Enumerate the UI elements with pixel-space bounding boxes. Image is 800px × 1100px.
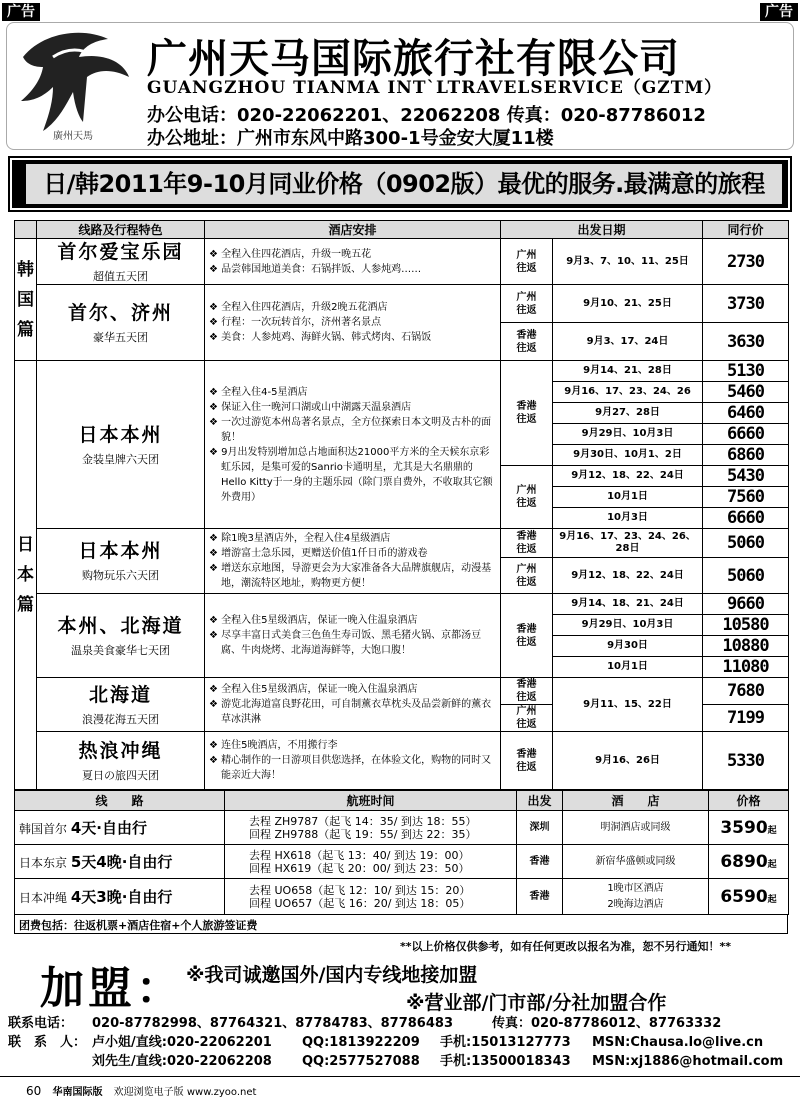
depart-dates: 9月10、21、25日 <box>553 285 703 323</box>
route-cell: 日本本州 金装皇牌六天团 <box>37 361 205 529</box>
price-cell: 7560 <box>703 487 789 508</box>
horse-logo-icon <box>13 27 133 145</box>
table-row <box>15 678 789 705</box>
price-cell: 5330 <box>703 732 789 790</box>
depart-dates: 9月29日、10月3日 <box>553 615 703 636</box>
depart-dates: 9月27、28日 <box>553 403 703 424</box>
ad-label-left: 广告 <box>2 3 40 21</box>
depart-dates: 9月30日、10月1、2日 <box>553 445 703 466</box>
price-cell: 11080 <box>703 657 789 678</box>
table-row <box>15 285 789 323</box>
flight-route: 日本冲绳 4天3晚·自由行 <box>15 879 225 915</box>
depart-city: 广州 往返 <box>501 466 553 529</box>
company-name-en: GUANGZHOU TIANMA INT`LTRAVELSERVICE（GZTM） <box>147 78 723 98</box>
hotel-cell: ❖ 除1晚3星酒店外，全程入住4星级酒店 ❖ 增游富士急乐园，更赠送价值1仟日币的游戏卷 ❖ 增送东京地图，导游更会为大家准备各大品牌旗舰店，动漫基地，潮流特区地址，购物更方便！ <box>205 529 501 594</box>
depart-city: 广州 往返 <box>501 239 553 285</box>
table-header-row <box>15 221 789 239</box>
price-cell: 5060 <box>703 558 789 594</box>
person-qq: QQ:1813922209 <box>302 1035 420 1050</box>
price-cell: 9660 <box>703 594 789 615</box>
price-cell: 6660 <box>703 424 789 445</box>
person-mobile: 手机:13500018343 <box>440 1054 571 1069</box>
depart-dates: 9月3、7、10、11、25日 <box>553 239 703 285</box>
table-row <box>15 811 789 845</box>
office-phone: 办公电话：020-22062201、22062208 传真：020-87786012 <box>147 105 706 126</box>
table-row <box>15 239 789 285</box>
depart-dates: 10月1日 <box>553 487 703 508</box>
price-cell: 5130 <box>703 361 789 382</box>
person-mobile: 手机:15013127773 <box>440 1035 571 1050</box>
depart-dates: 9月12、18、22、24日 <box>553 466 703 487</box>
footer-brand: 华南国际版 <box>52 1087 103 1098</box>
depart-city: 广州 往返 <box>501 705 553 732</box>
depart-dates: 9月12、18、22、24日 <box>553 558 703 594</box>
price-cell: 10880 <box>703 636 789 657</box>
depart-city: 香港 <box>517 879 563 915</box>
depart-city: 香港 往返 <box>501 323 553 361</box>
flight-package-table <box>14 790 789 915</box>
depart-city: 深圳 <box>517 811 563 845</box>
depart-city: 广州 往返 <box>501 558 553 594</box>
price-cell: 7199 <box>703 705 789 732</box>
table-header-row <box>15 791 789 811</box>
route-cell: 北海道 浪漫花海五天团 <box>37 678 205 732</box>
price-cell: 3630 <box>703 323 789 361</box>
price-cell: 2730 <box>703 239 789 285</box>
depart-dates: 9月3、17、24日 <box>553 323 703 361</box>
price-cell: 5060 <box>703 529 789 558</box>
col-header-price: 价格 <box>709 791 789 811</box>
price-cell: 3590起 <box>709 811 789 845</box>
join-line-2: ※营业部/门市部/分社加盟合作 <box>406 992 667 1014</box>
promo-banner <box>10 158 790 210</box>
contact-phone-row <box>8 1014 792 1033</box>
hotel-cell: ❖ 连住5晚酒店，不用搬行李 ❖ 精心制作的一日游项目供您选择，在体验文化，购物的同时又能亲近大海！ <box>205 732 501 790</box>
depart-dates: 10月3日 <box>553 508 703 529</box>
depart-dates: 9月16、26日 <box>553 732 703 790</box>
person-msn: MSN:xj1886@hotmail.com <box>592 1054 784 1069</box>
route-cell: 热浪冲绳 夏日の旅四天团 <box>37 732 205 790</box>
flight-times: 去程 UO658（起飞 12：10/ 到达 15：20） 回程 UO657（起飞 16：20/ 到达 18：05） <box>225 879 517 915</box>
contact-info <box>8 1014 792 1071</box>
join-heading: 加盟： <box>40 963 184 1014</box>
join-line-1: ※我司诚邀国外/国内专线地接加盟 <box>186 964 478 986</box>
price-cell: 6860 <box>703 445 789 466</box>
flight-route: 韩国首尔 4天·自由行 <box>15 811 225 845</box>
table-row <box>15 594 789 615</box>
package-includes: 团费包括：往返机票+酒店住宿+个人旅游签证费 <box>14 914 788 934</box>
price-cell: 3730 <box>703 285 789 323</box>
route-cell: 本州、北海道 温泉美食豪华七天团 <box>37 594 205 678</box>
hotel-cell: ❖ 全程入住5星级酒店，保证一晚入住温泉酒店 ❖ 尽享丰富日式美食三色鱼生寿司饭、黑毛猪火锅、京都汤豆腐、牛肉烧烤、北海道海鲜等，大饱口腹！ <box>205 594 501 678</box>
page-number: 60 <box>26 1084 42 1098</box>
depart-dates: 9月14、18、21、24日 <box>553 594 703 615</box>
route-cell: 日本本州 购物玩乐六天团 <box>37 529 205 594</box>
price-cell: 5430 <box>703 466 789 487</box>
depart-dates: 9月16、17、23、24、26、28日 <box>553 529 703 558</box>
col-header-flight: 航班时间 <box>225 791 517 811</box>
person-label: 联 系 人： <box>8 1035 87 1050</box>
col-header-route: 线路及行程特色 <box>37 221 205 239</box>
phone-numbers: 020-87782998、87764321、87784783、87786483 <box>92 1016 453 1031</box>
col-header-date: 出发日期 <box>501 221 703 239</box>
depart-dates: 10月1日 <box>553 657 703 678</box>
hotel-cell: ❖ 全程入住四花酒店，升级2晚五花酒店 ❖ 行程：一次玩转首尔，济州著名景点 ❖ 美食：人参炖鸡、海鲜火锅、韩式烤肉、石锅饭 <box>205 285 501 361</box>
logo-text: 廣州天馬 <box>53 131 93 142</box>
price-cell: 6460 <box>703 403 789 424</box>
col-header-route: 线 路 <box>15 791 225 811</box>
person-qq: QQ:2577527088 <box>302 1054 420 1069</box>
banner-title: 日/韩2011年9-10月同业价格（0902版）最优的服务.最满意的旅程 <box>26 164 782 204</box>
table-row <box>15 529 789 558</box>
price-cell: 6890起 <box>709 845 789 879</box>
footer-tagline: 欢迎浏览电子版 www.zyoo.net <box>113 1087 257 1098</box>
company-name: 广州天马国际旅行社有限公司 <box>147 36 680 82</box>
depart-city: 香港 往返 <box>501 678 553 705</box>
person-msn: MSN:Chausa.lo@live.cn <box>592 1035 764 1050</box>
col-header-hotel: 酒店安排 <box>205 221 501 239</box>
page-footer <box>0 1076 800 1100</box>
route-cell: 首尔爱宝乐园 超值五天团 <box>37 239 205 285</box>
depart-dates: 9月29日、10月3日 <box>553 424 703 445</box>
table-row <box>15 732 789 790</box>
hotel-cell: 新宿华盛顿或同级 <box>563 845 709 879</box>
contact-person-row <box>8 1052 792 1071</box>
hotel-cell: ❖ 全程入住4-5星酒店 ❖ 保证入住一晚河口湖或山中湖露天温泉酒店 ❖ 一次过游览本州岛著名景点，全方位探索日本文明及古朴的面貌！ ❖ 9月出发特别增加总占地面积达21000平方米的全天候东京彩虹乐园，是集可爱的Sanrio卡通明星，尤其是大名鼎鼎的Hello Kitty于一身的主题乐园（除门票自费外，不收取其它额外费用） <box>205 361 501 529</box>
route-cell: 首尔、济州 豪华五天团 <box>37 285 205 361</box>
phone-label: 联系电话： <box>8 1016 74 1031</box>
office-address: 办公地址：广州市东风中路300-1号金安大厦11楼 <box>147 128 554 149</box>
hotel-cell: ❖ 全程入住5星级酒店，保证一晚入住温泉酒店 ❖ 游览北海道富良野花田，可自制薰衣草枕头及品尝新鲜的薰衣草冰淇淋 <box>205 678 501 732</box>
price-cell: 10580 <box>703 615 789 636</box>
depart-city: 香港 <box>517 845 563 879</box>
flight-times: 去程 ZH9787（起飞 14：35/ 到达 18：55） 回程 ZH9788（起飞 19：55/ 到达 22：35） <box>225 811 517 845</box>
table-row <box>15 879 789 915</box>
col-header-depart: 出发 <box>517 791 563 811</box>
ad-label-right: 广告 <box>760 3 798 21</box>
price-cell: 6590起 <box>709 879 789 915</box>
depart-dates: 9月14、21、28日 <box>553 361 703 382</box>
flight-route: 日本东京 5天4晚·自由行 <box>15 845 225 879</box>
table-row <box>15 361 789 382</box>
person-name: 卢小姐/直线:020-22062201 <box>92 1035 272 1050</box>
depart-city: 广州 往返 <box>501 285 553 323</box>
section-korea: 韩 国 篇 <box>15 239 37 361</box>
col-header-price: 同行价 <box>703 221 789 239</box>
price-cell: 5460 <box>703 382 789 403</box>
depart-city: 香港 往返 <box>501 529 553 558</box>
hotel-cell: 明洞酒店或同级 <box>563 811 709 845</box>
price-cell: 6660 <box>703 508 789 529</box>
price-disclaimer: **以上价格仅供参考，如有任何更改以报名为准，恕不另行通知！** <box>400 940 732 953</box>
hotel-cell: 1晚市区酒店 2晚海边酒店 <box>563 879 709 915</box>
depart-city: 香港 往返 <box>501 361 553 466</box>
depart-city: 香港 往返 <box>501 732 553 790</box>
hotel-cell: ❖ 全程入住四花酒店，升级一晚五花 ❖ 品尝韩国地道美食：石锅拌饭、人参炖鸡…… <box>205 239 501 285</box>
flight-times: 去程 HX618（起飞 13：40/ 到达 19：00） 回程 HX619（起飞 20：00/ 到达 23：50） <box>225 845 517 879</box>
tour-price-table <box>14 220 789 790</box>
price-cell: 7680 <box>703 678 789 705</box>
person-name: 刘先生/直线:020-22062208 <box>92 1054 272 1069</box>
contact-person-row <box>8 1033 792 1052</box>
depart-dates: 9月16、17、23、24、26 <box>553 382 703 403</box>
depart-dates: 9月11、15、22日 <box>553 678 703 732</box>
col-header-hotel: 酒 店 <box>563 791 709 811</box>
section-japan: 日 本 篇 <box>15 361 37 790</box>
depart-dates: 9月30日 <box>553 636 703 657</box>
depart-city: 香港 往返 <box>501 594 553 678</box>
company-header <box>6 22 794 150</box>
table-row <box>15 845 789 879</box>
fax-numbers: 传真：020-87786012、87763332 <box>492 1016 722 1031</box>
